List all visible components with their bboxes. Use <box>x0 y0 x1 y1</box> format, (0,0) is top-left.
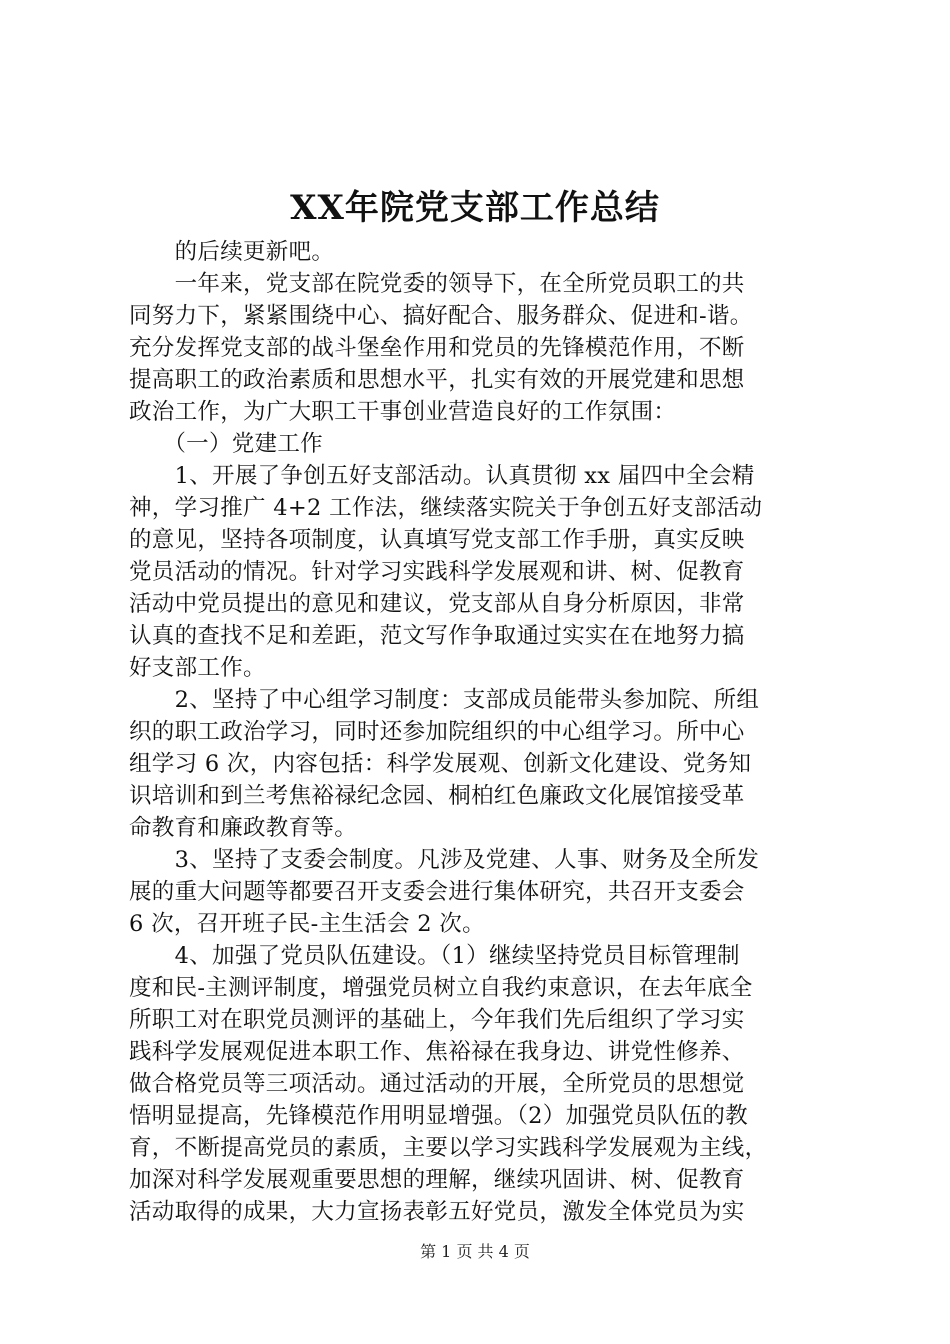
document-body <box>129 236 829 1228</box>
body-line: 6 次，召开班子民-主生活会 2 次。 <box>129 911 485 937</box>
body-line: 认真的查找不足和差距，范文写作争取通过实实在在地努力搞 <box>129 623 745 649</box>
body-line: 3、坚持了支委会制度。凡涉及党建、人事、财务及全所发 <box>129 847 760 873</box>
body-line: 组学习 6 次，内容包括：科学发展观、创新文化建设、党务知 <box>129 751 752 777</box>
body-line: 悟明显提高，先锋模范作用明显增强。（2）加强党员队伍的教 <box>129 1103 748 1129</box>
body-line: 的意见，坚持各项制度，认真填写党支部工作手册，真实反映 <box>129 527 745 553</box>
body-line: 政治工作，为广大职工干事创业营造良好的工作氛围： <box>129 399 677 425</box>
body-line: 践科学发展观促进本职工作、焦裕禄在我身边、讲党性修养、 <box>129 1039 745 1065</box>
body-line: 育，不断提高党员的素质，主要以学习实践科学发展观为主线， <box>129 1135 768 1161</box>
body-line: 的后续更新吧。 <box>129 239 335 265</box>
body-line: 活动中党员提出的意见和建议，党支部从自身分析原因，非常 <box>129 591 745 617</box>
body-line: 充分发挥党支部的战斗堡垒作用和党员的先锋模范作用，不断 <box>129 335 745 361</box>
document-title: XX年院党支部工作总结 <box>290 188 660 228</box>
body-line: 好支部工作。 <box>129 655 266 681</box>
page-indicator: 第 1 页 共 4 页 <box>420 1242 530 1261</box>
body-line: 1、开展了争创五好支部活动。认真贯彻 xx 届四中全会精 <box>129 463 755 489</box>
body-line: 识培训和到兰考焦裕禄纪念园、桐柏红色廉政文化展馆接受革 <box>129 783 745 809</box>
body-line: 展的重大问题等都要召开支委会进行集体研究，共召开支委会 <box>129 879 745 905</box>
body-line: 度和民-主测评制度，增强党员树立自我约束意识，在去年底全 <box>129 975 753 1001</box>
body-line: 做合格党员等三项活动。通过活动的开展，全所党员的思想觉 <box>129 1071 745 1097</box>
body-line: 神，学习推广 4+2 工作法，继续落实院关于争创五好支部活动 <box>129 495 763 521</box>
body-line: 同努力下，紧紧围绕中心、搞好配合、服务群众、促进和-谐。 <box>129 303 753 329</box>
body-line: 党员活动的情况。针对学习实践科学发展观和讲、树、促教育 <box>129 559 745 585</box>
body-line: 4、加强了党员队伍建设。（1）继续坚持党员目标管理制 <box>129 943 740 969</box>
body-line: 织的职工政治学习，同时还参加院组织的中心组学习。所中心 <box>129 719 745 745</box>
body-line: 加深对科学发展观重要思想的理解，继续巩固讲、树、促教育 <box>129 1167 745 1193</box>
body-line: 活动取得的成果，大力宣扬表彰五好党员，激发全体党员为实 <box>129 1199 745 1225</box>
body-line: （一）党建工作 <box>129 431 323 457</box>
body-line: 提高职工的政治素质和思想水平，扎实有效的开展党建和思想 <box>129 367 745 393</box>
body-line: 命教育和廉政教育等。 <box>129 815 358 841</box>
body-line: 一年来，党支部在院党委的领导下，在全所党员职工的共 <box>129 271 745 297</box>
body-line: 2、坚持了中心组学习制度：支部成员能带头参加院、所组 <box>129 687 760 713</box>
body-line: 所职工对在职党员测评的基础上，今年我们先后组织了学习实 <box>129 1007 745 1033</box>
